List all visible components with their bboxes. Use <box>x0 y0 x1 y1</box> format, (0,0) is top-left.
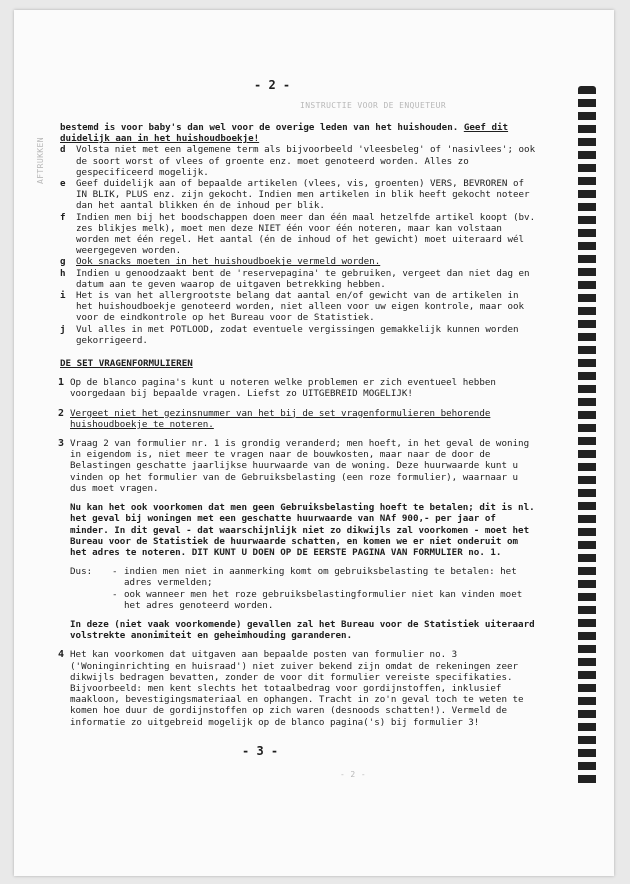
intro-paragraph <box>60 122 540 144</box>
show-through-margin: AFTRUKKEN <box>36 137 45 184</box>
section-paragraph-anonimiteit: In deze (niet vaak voorkomende) gevallen zal het Bureau voor de Statistiek uiteraard volstrekte anonimiteit en geheimhouding garanderen. <box>70 618 535 642</box>
show-through-footer: - 2 - <box>340 770 367 779</box>
section-item-3: 3 Vraag 2 van formulier nr. 1 is grondig veranderd; men hoeft, in het geval de woning in eigendom is, niet meer te vragen naar de bouwkosten, maar naar de door de Belastingen geschatte jaarlijkse huurwaarde van de woning. Deze huurwaarde kunt u vinden op het formulier van de Gebruiksbelasting (een roze formulier), waarnaar u dus moet vragen. <box>58 438 530 494</box>
dus-label: Dus: <box>70 566 93 578</box>
intro-emphasis-2: duidelijk aan in het huishoudboekje! <box>60 133 260 145</box>
section-item-4: 4 Het kan voorkomen dat uitgaven aan bepaalde posten van formulier no. 3 ('Woninginrichting en huisraad') niet zuiver bekend zijn omdat de rekeningen zeer dikwijls bedragen bevatten, zonder de voor dit formulier vereiste specifikaties. Bijvoorbeeld: men kent slechts het totaalbedrag voor gordijnstoffen, inklusief maakloon, bevestigingsmateriaal en ophangen. Tracht in zo'n geval toch te weten te komen hoe duur de gordijnstoffen op zich waren (desnoods schatten!). Vermeld de informatie zo uitgebreid mogelijk op de blanco pagina('s) bij formulier 3! <box>58 649 524 728</box>
section-heading: DE SET VRAGENFORMULIEREN <box>60 358 193 370</box>
instruction-item-j: j Vul alles in met POTLOOD, zodat eventuele vergissingen gemakkelijk kunnen worden gekorrigeerd. <box>60 323 519 346</box>
show-through-header: INSTRUCTIE VOOR DE ENQUETEUR <box>300 101 447 110</box>
instruction-list <box>60 144 540 346</box>
instruction-item-h: h Indien u genoodzaakt bent de 'reservepagina' te gebruiken, vergeet dan niet dag en datum aan te geven waarop de uitgaven betrekking hebben. <box>60 267 530 290</box>
intro-emphasis: Geef dit <box>463 122 509 133</box>
section-item-1: 1 Op de blanco pagina's kunt u noteren welke problemen er zich eventueel hebben voorgedaan bij bepaalde vragen. Liefst zo UITGEBREID MOGELIJK! <box>58 377 496 400</box>
dus-item-1: - indien men niet in aanmerking komt om gebruiksbelasting te betalen: het adres vermelden; <box>112 566 517 589</box>
instruction-item-g: g Ook snacks moeten in het huishoudboekje vermeld worden. <box>60 256 381 268</box>
instruction-item-i: i Het is van het allergrootste belang dat aantal en/of gewicht van de artikelen in het huishoudboekje genoteerd worden, niet alleen voor uw eigen kontrole, maar ook voor de eindkontrole op het Bureau voor de Statistiek. <box>60 290 525 324</box>
instruction-item-f: f Indien men bij het boodschappen doen meer dan één maal hetzelfde artikel koopt (bv. zes blikjes melk), moet men deze NIET één voor één noteren, maar kan volstaan worden met één regel. Het aantal (én de inhoud of het gewicht) moet uiteraard wél weergegeven worden. <box>60 211 536 257</box>
dus-list <box>60 566 540 611</box>
instruction-item-d: d Volsta niet met een algemene term als bijvoorbeeld 'vleesbeleg' of 'nasivlees'; ook de soort worst of vlees of groente enz. moet genoteerd worden. Alles zo gespecificeerd mogelijk. <box>60 144 536 178</box>
page-number-top: - 2 - <box>254 78 291 92</box>
dus-item-2: - ook wanneer men het roze gebruiksbelastingformulier niet kan vinden moet het adres genoteerd worden. <box>112 588 523 611</box>
section-item-2: 2 Vergeet niet het gezinsnummer van het bij de set vragenformulieren behorende huishoudboekje te noteren. <box>58 407 491 430</box>
section-paragraph-gebruiksbelasting: Nu kan het ook voorkomen dat men geen Gebruiksbelasting hoeft te betalen; dit is nl. het geval bij woningen met een geschatte huurwaarde van NAf 900,- per jaar of minder. In dit geval - dat waarschijnlijk niet zo dikwijls zal voorkomen - moet het Bureau voor de Statistiek de huurwaarde schatten, en komen we er niet onderuit om het adres te noteren. DIT KUNT U DOEN OP DE EERSTE PAGINA VAN FORMULIER no. 1. <box>70 502 535 558</box>
page-number-bottom: - 3 - <box>242 744 279 758</box>
comb-binding <box>578 86 596 786</box>
intro-line: bestemd is voor baby's dan wel voor de overige leden van het huishouden. <box>60 122 459 133</box>
instruction-item-e: e Geef duidelijk aan of bepaalde artikelen (vlees, vis, groenten) VERS, BEVROREN of IN BLIK, PLUS enz. zijn gekocht. Indien men artikelen in blik heeft gekocht noteer dan het aantal blikken én de inhoud per blik. <box>60 178 530 212</box>
body-text <box>60 122 540 728</box>
